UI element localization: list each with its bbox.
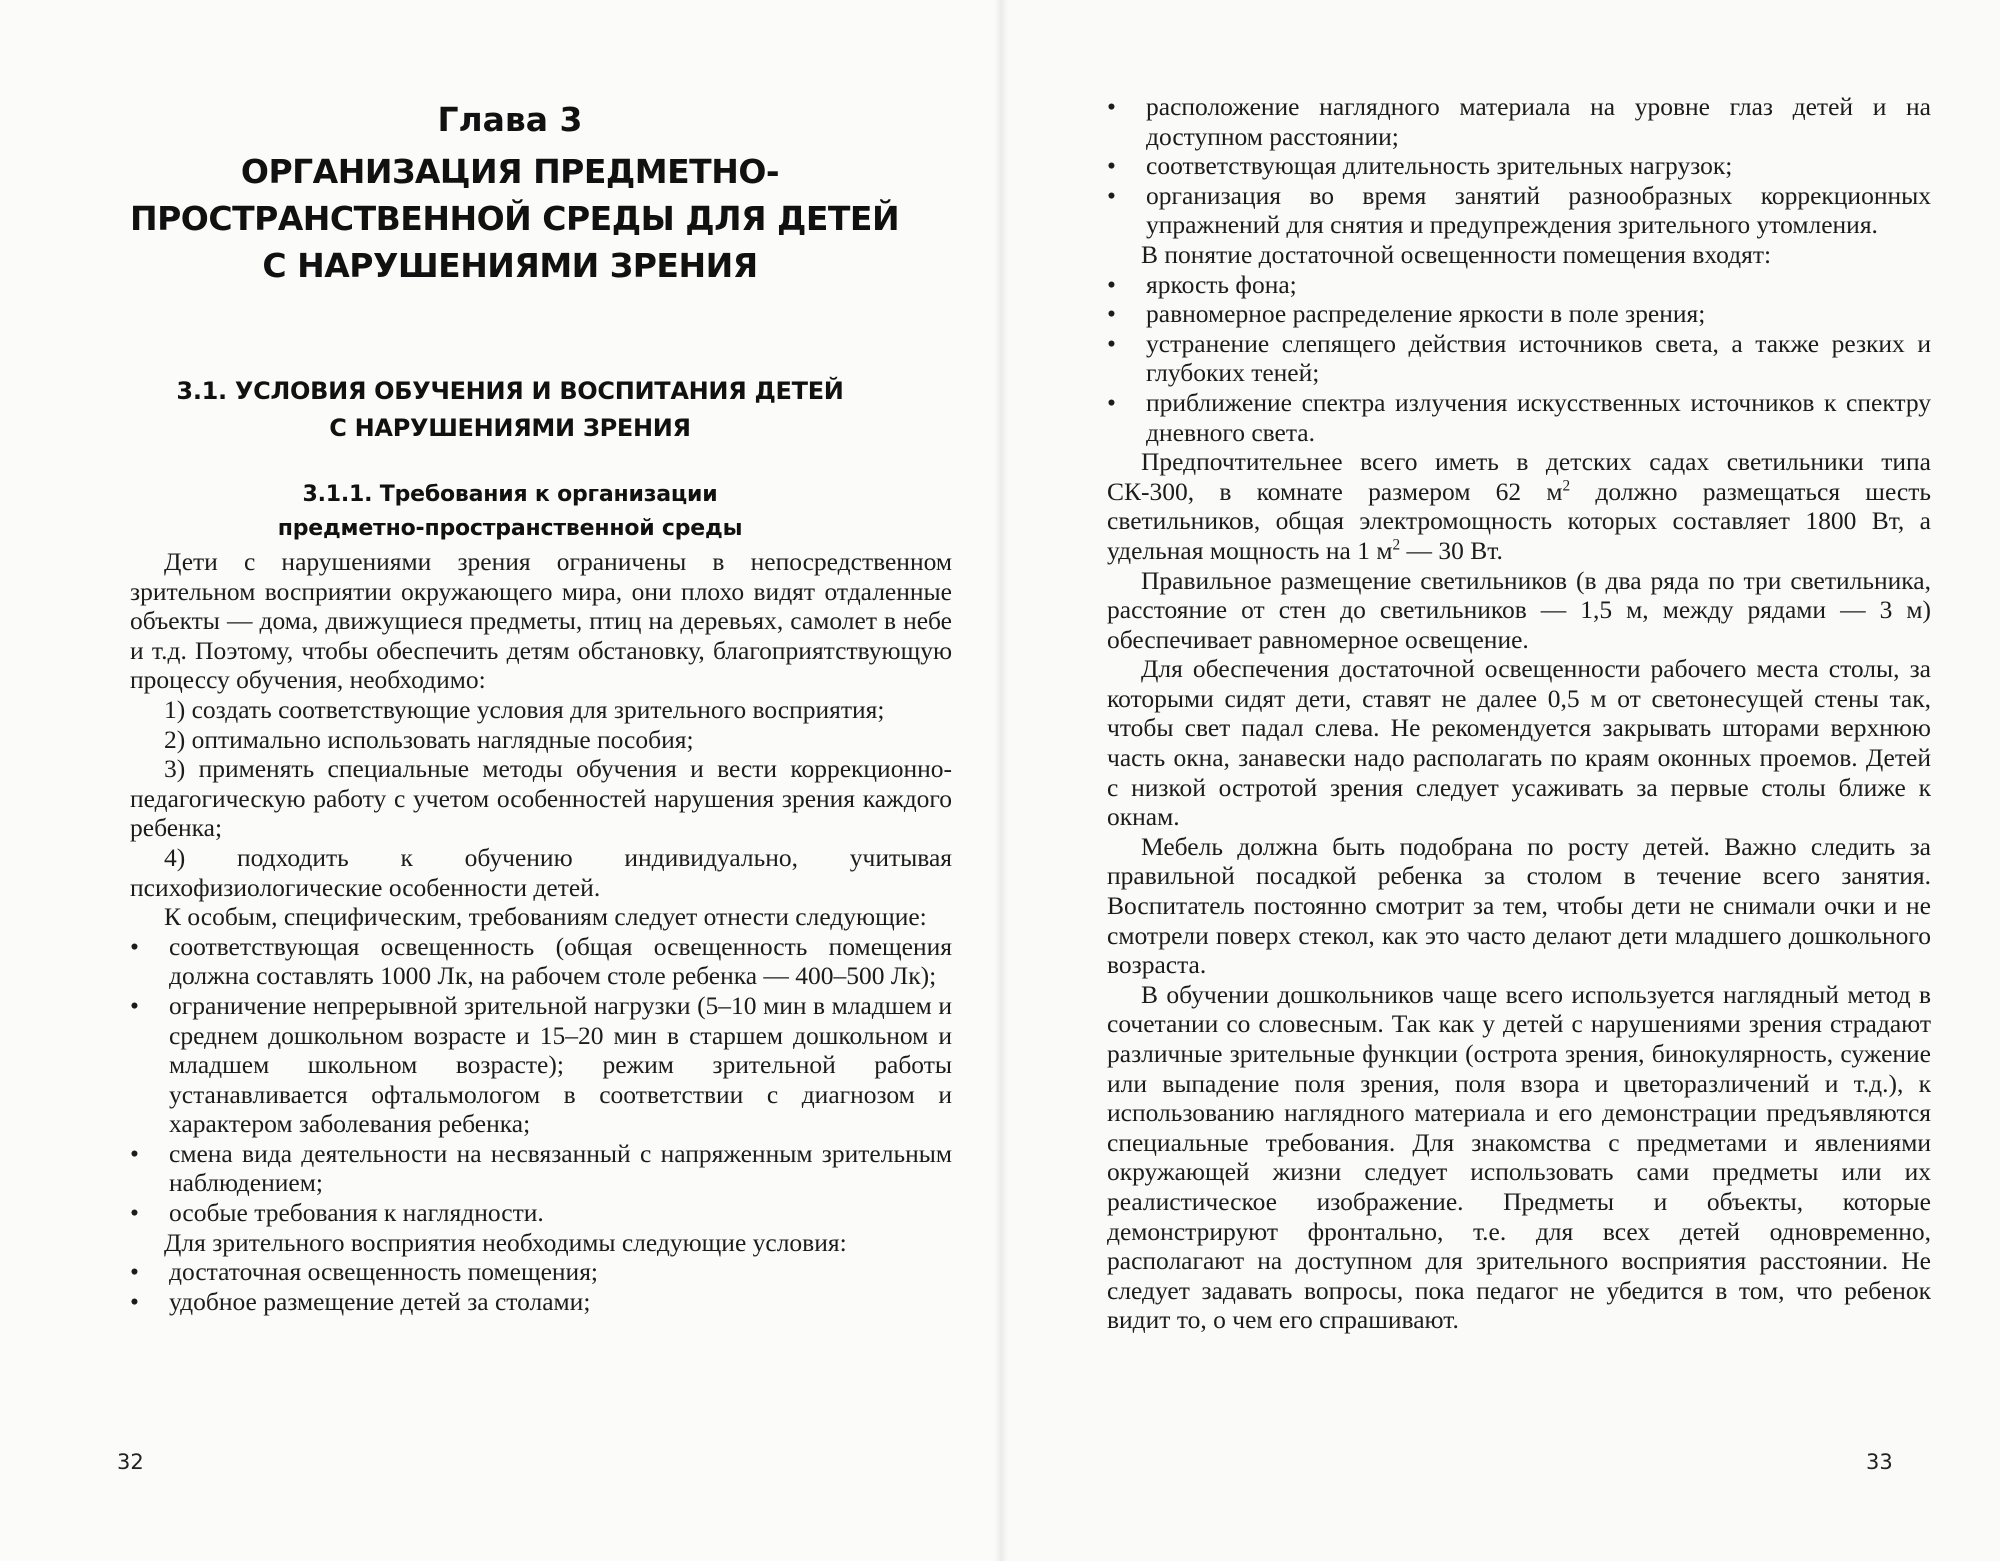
subsection-title-line: 3.1.1. Требования к организации [302, 482, 718, 507]
chapter-title-line: ПРОСТРАНСТВЕННОЙ СРЕДЫ ДЛЯ ДЕТЕЙ [130, 199, 900, 238]
section-title-line: С НАРУШЕНИЯМИ ЗРЕНИЯ [329, 414, 691, 442]
section-title [130, 373, 890, 447]
numbered-item: 2) оптимально использовать наглядные пособия; [164, 724, 694, 754]
bullet-item: • достаточная освещенность помещения; [130, 1257, 952, 1287]
lamps-text: должно размещаться шесть светильников, общая электромощность которых составляет 1800 Вт, а удельная мощность на 1 м [1107, 476, 1931, 565]
bullet-item: • приближение спектра излучения искусственных источников к спектру дневного света. [1107, 388, 1931, 447]
subsection-title-line: предметно-пространственной среды [277, 516, 743, 541]
chapter-title-line: ОРГАНИЗАЦИЯ ПРЕДМЕТНО- [240, 152, 780, 191]
lamps-paragraph [1107, 447, 1931, 565]
bullet-item: • равномерное распределение яркости в поле зрения; [1107, 299, 1931, 329]
bullet-item: • смена вида деятельности на несвязанный с напряженным зрительным наблюдением; [130, 1139, 952, 1198]
superscript: 2 [1562, 477, 1571, 495]
bullet-item: • соответствующая освещенность (общая освещенность помещения должна составлять 1000 Лк, на рабочем столе ребенка — 400–500 Лк); [130, 932, 952, 991]
chapter-title [130, 148, 900, 289]
chapter-title-line: С НАРУШЕНИЯМИ ЗРЕНИЯ [262, 246, 758, 285]
placement-paragraph: Правильное размещение светильников (в два ряда по три светильника, расстояние от стен до светильников — 1,5 м, между рядами — 3 м) обеспечивает равномерное освещение. [1107, 565, 1931, 654]
numbered-item: 3) применять специальные методы обучения и вести коррекционно-педагогическую работу с учетом особенностей нарушения зрения каждого ребенка; [130, 754, 952, 843]
bullet-item: • организация во время занятий разнообразных коррекционных упражнений для снятия и предупреждения зрительного утомления. [1107, 181, 1931, 240]
teaching-paragraph: В обучении дошкольников чаще всего используется наглядный метод в сочетании со словесным. Так как у детей с нарушениями зрения страдают различные зрительные функции (острота зрения, бинокулярность, сужение или выпадение поля зрения, поля взора и цветоразличений и т.д.), к использованию наглядного материала и его демонстрации предъявляются специальные требования. Для знакомства с предметами и явлениями окружающей жизни следует использовать сами предметы или их реалистическое изображение. Предметы и объекты, которые демонстрируют фронтально, т.е. для всех детей одновременно, располагают на доступном для зрительного восприятия расстоянии. Не следует задавать вопросы, пока педагог не убедится в том, что ребенок видит то, о чем его спрашивают. [1107, 979, 1931, 1335]
spine-gutter [994, 0, 1008, 1561]
lamps-text: Предпочтительнее всего иметь в детских садах светильники типа СК-300, в комнате размером 62 м [1107, 447, 1931, 506]
bullet-item: • особые требования к наглядности. [130, 1198, 952, 1228]
lamps-text: — 30 Вт. [1400, 535, 1503, 565]
workplace-paragraph: Для обеспечения достаточной освещенности рабочего места столы, за которыми сидят дети, ставят не далее 0,5 м от светонесущей стены так, чтобы свет падал слева. Не рекомендуется закрывать шторами верхнюю часть окна, занавески надо располагать по краям оконных проемов. Детей с низкой остротой зрения следует усаживать за первые столы ближе к окнам. [1107, 654, 1931, 832]
chapter-label: Глава 3 [437, 100, 583, 139]
conditions-paragraph: Для зрительного восприятия необходимы следующие условия: [164, 1227, 847, 1257]
bullet-item: • ограничение непрерывной зрительной нагрузки (5–10 мин в младшем и среднем дошкольном возрасте и 15–20 мин в старшем дошкольном и младшем школьном возрасте); режим зрительной работы устанавливается офтальмологом в соответствии с диагнозом и характером заболевания ребенка; [130, 991, 952, 1139]
bullet-item: • устранение слепящего действия источников света, а также резких и глубоких теней; [1107, 329, 1931, 388]
bullet-item: • соответствующая длительность зрительных нагрузок; [1107, 151, 1931, 181]
left-body-text [130, 547, 952, 1316]
intro-paragraph: Дети с нарушениями зрения ограничены в непосредственном зрительном восприятии окружающего мира, они плохо видят отдаленные объекты — дома, движущиеся предметы, птиц на деревьях, самолет в небе и т.д. Поэтому, чтобы обеспечить детям обстановку, благоприятствующую процессу обучения, необходимо: [130, 547, 952, 695]
furniture-paragraph: Мебель должна быть подобрана по росту детей. Важно следить за правильной посадкой ребенка за столом в течение всего занятия. Воспитатель постоянно смотрит за тем, чтобы дети не снимали очки и не смотрели поверх стекол, как это часто делают дети младшего дошкольного возраста. [1107, 831, 1931, 980]
numbered-item: 1) создать соответствующие условия для зрительного восприятия; [164, 694, 885, 724]
right-body-text [1107, 92, 1931, 1335]
page-number-left: 32 [117, 1450, 144, 1474]
section-title-line: 3.1. УСЛОВИЯ ОБУЧЕНИЯ И ВОСПИТАНИЯ ДЕТЕЙ [176, 377, 844, 405]
page-number-right: 33 [1866, 1450, 1893, 1474]
bullet-item: • удобное размещение детей за столами; [130, 1287, 952, 1317]
numbered-item: 4) подходить к обучению индивидуально, учитывая психофизиологические особенности детей. [130, 842, 952, 902]
superscript: 2 [1392, 536, 1401, 554]
illumination-paragraph: В понятие достаточной освещенности помещения входят: [1141, 239, 1772, 269]
special-requirements-paragraph: К особым, специфическим, требованиям следует отнести следующие: [164, 902, 927, 932]
right-page [1000, 0, 2000, 1561]
bullet-item: • яркость фона; [1107, 270, 1931, 300]
subsection-title [130, 478, 890, 546]
bullet-item: • расположение наглядного материала на уровне глаз детей и на доступном расстоянии; [1107, 92, 1931, 151]
